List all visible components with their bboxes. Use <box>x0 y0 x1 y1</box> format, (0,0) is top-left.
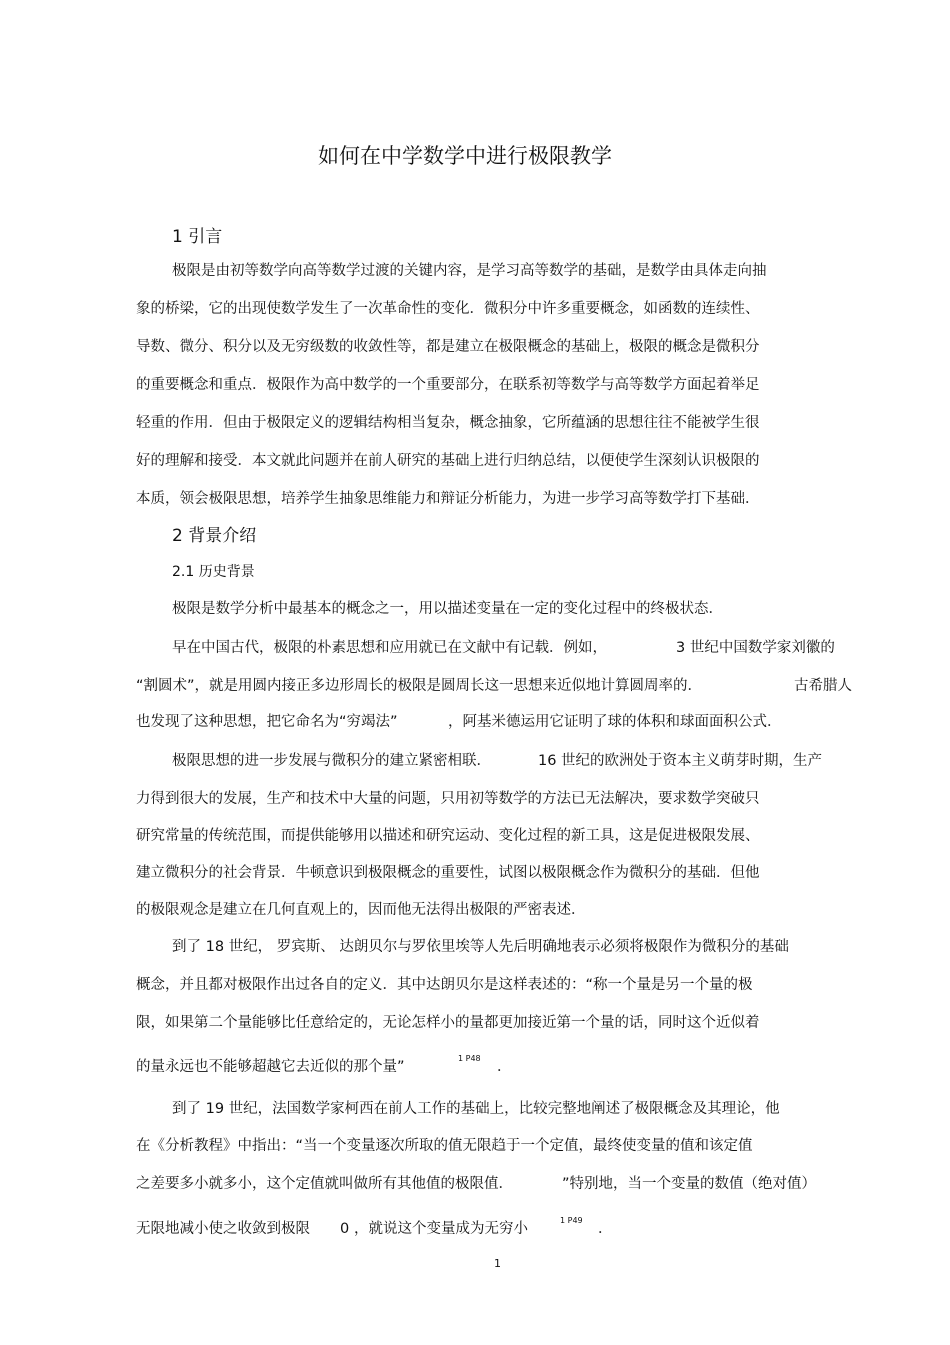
paragraph-line: 极限思想的进一步发展与微积分的建立紧密相联． <box>172 753 491 769</box>
paragraph-line: 古希腊人 <box>794 678 852 694</box>
paragraph-line: 0 <box>340 1221 350 1237</box>
paragraph-line: ”特别地，当一个变量的数值（绝对值） <box>562 1176 817 1192</box>
paragraph-line: 3 世纪中国数学家刘徽的 <box>676 640 835 656</box>
subsection-2-1-heading: 2.1 历史背景 <box>172 564 255 580</box>
paragraph-line: 本质，领会极限思想，培养学生抽象思维能力和辩证分析能力，为进一步学习高等数学打下基础． <box>136 491 760 507</box>
section-2-heading: 2 背景介绍 <box>172 526 257 546</box>
paragraph-line: 也发现了这种思想，把它命名为“穷竭法” <box>136 714 398 730</box>
paragraph-line: ，阿基米德运用它证明了球的体积和球面面积公式． <box>448 714 782 730</box>
paragraph-line: 导数、微分、积分以及无穷级数的收敛性等，都是建立在极限概念的基础上，极限的概念是微积分 <box>136 339 760 355</box>
document-title: 如何在中学数学中进行极限教学 <box>318 144 612 168</box>
paragraph-line: 极限是由初等数学向高等数学过渡的关键内容，是学习高等数学的基础，是数学由具体走向抽 <box>172 263 767 279</box>
paragraph-line: 的极限观念是建立在几何直观上的，因而他无法得出极限的严密表述． <box>136 902 586 918</box>
page-number: 1 <box>494 1257 501 1270</box>
paragraph-line: 限，如果第二个量能够比任意给定的，无论怎样小的量都更加接近第一个量的话，同时这个近似着 <box>136 1015 760 1031</box>
paragraph-line: 的重要概念和重点．极限作为高中数学的一个重要部分，在联系初等数学与高等数学方面起着举足 <box>136 377 760 393</box>
paragraph-line: ． <box>497 1059 512 1075</box>
citation-reference: 1 P49 <box>560 1216 583 1225</box>
paragraph-line: 极限是数学分析中最基本的概念之一，用以描述变量在一定的变化过程中的终极状态． <box>172 601 723 617</box>
paragraph-line: “割圆术”，就是用圆内接正多边形周长的极限是圆周长这一思想来近似地计算圆周率的． <box>136 678 703 694</box>
paragraph-line: 好的理解和接受．本文就此问题并在前人研究的基础上进行归纳总结，以便使学生深刻认识极限的 <box>136 453 760 469</box>
paragraph-line: 之差要多小就多小，这个定值就叫做所有其他值的极限值． <box>136 1176 513 1192</box>
paragraph-line: 象的桥梁，它的出现使数学发生了一次革命性的变化．微积分中许多重要概念，如函数的连续性、 <box>136 301 760 317</box>
paragraph-line: 16 世纪的欧洲处于资本主义萌芽时期，生产 <box>538 753 823 769</box>
paragraph-line: 力得到很大的发展，生产和技术中大量的问题，只用初等数学的方法已无法解决，要求数学突破只 <box>136 791 760 807</box>
paragraph-line: 到了 18 世纪， 罗宾斯、 达朗贝尔与罗依里埃等人先后明确地表示必须将极限作为微积分的基础 <box>172 939 789 955</box>
paragraph-line: ，就说这个变量成为无穷小 <box>354 1221 528 1237</box>
paragraph-line: 在《分析教程》中指出：“当一个变量逐次所取的值无限趋于一个定值，最终使变量的值和该定值 <box>136 1138 753 1154</box>
citation-reference: 1 P48 <box>458 1054 481 1063</box>
paragraph-line: 到了 19 世纪，法国数学家柯西在前人工作的基础上，比较完整地阐述了极限概念及其理论，他 <box>172 1101 780 1117</box>
paragraph-line: 早在中国古代，极限的朴素思想和应用就已在文献中有记载．例如， <box>172 640 607 656</box>
paragraph-line: 建立微积分的社会背景．牛顿意识到极限概念的重要性，试图以极限概念作为微积分的基础．但他 <box>136 865 760 881</box>
paragraph-line: 研究常量的传统范围，而提供能够用以描述和研究运动、变化过程的新工具，这是促进极限发展、 <box>136 828 760 844</box>
paragraph-line: 无限地减小使之收敛到极限 <box>136 1221 310 1237</box>
paragraph-line: 的量永远也不能够超越它去近似的那个量” <box>136 1059 405 1075</box>
paragraph-line: 轻重的作用．但由于极限定义的逻辑结构相当复杂，概念抽象，它所蕴涵的思想往往不能被学生很 <box>136 415 760 431</box>
section-1-heading: 1 引言 <box>172 227 223 247</box>
paragraph-line: ． <box>598 1221 613 1237</box>
paragraph-line: 概念，并且都对极限作出过各自的定义．其中达朗贝尔是这样表述的：“称一个量是另一个量的极 <box>136 977 753 993</box>
